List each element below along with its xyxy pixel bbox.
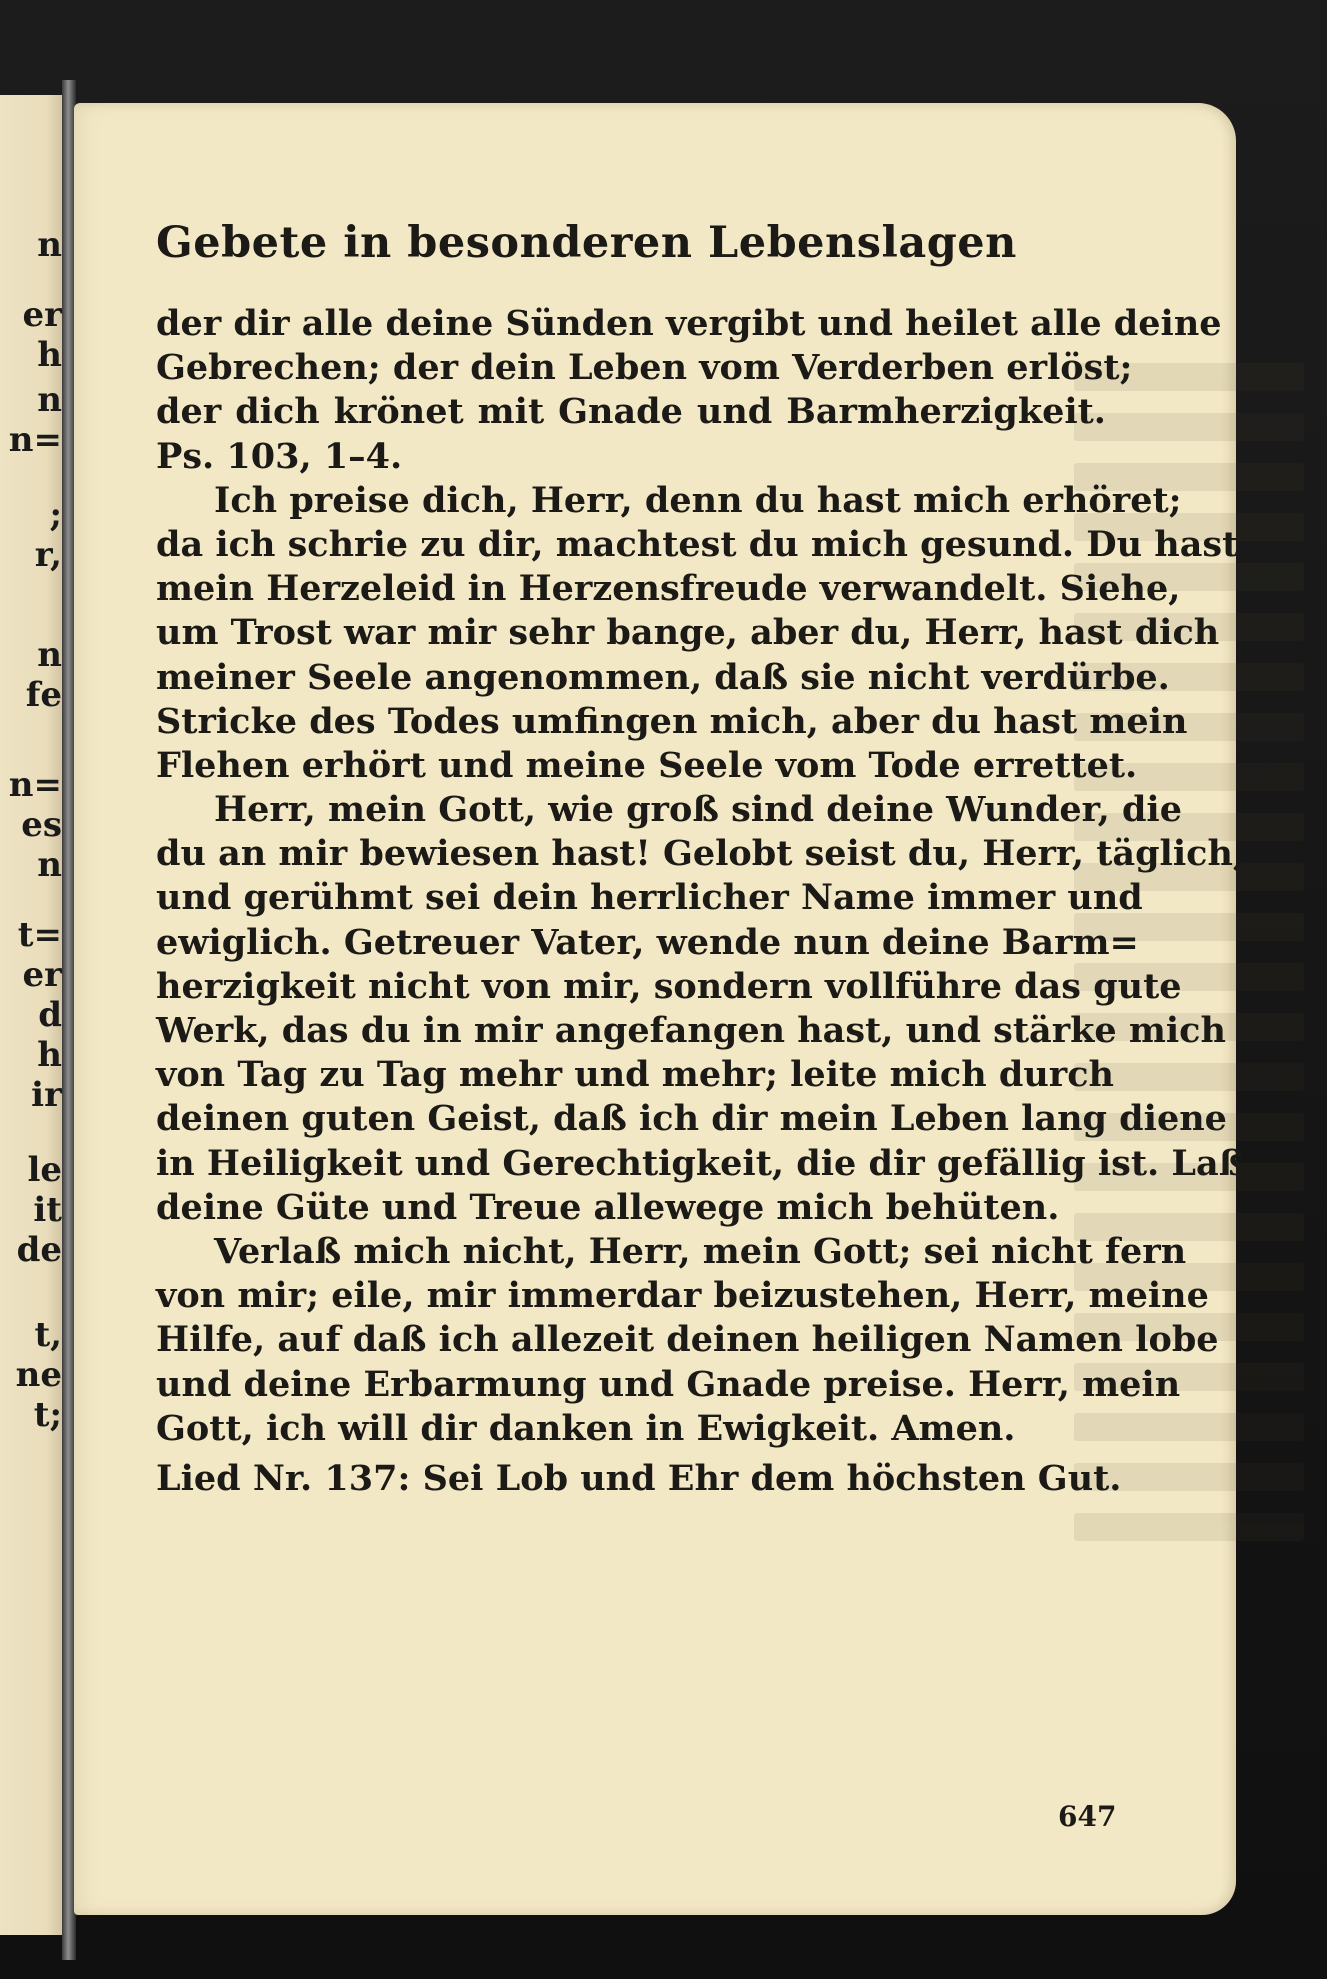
text-line: du an mir bewiesen hast! Gelobt seist du, Herr, täglich, <box>156 833 1246 875</box>
left-page-fragment: es <box>21 805 62 845</box>
left-page-fragment: er <box>22 295 62 335</box>
left-page-text-fragments <box>0 95 66 1935</box>
text-line: von mir; eile, mir immerdar beizustehen, Herr, meine <box>156 1275 1209 1317</box>
left-page-fragment: n <box>37 225 62 265</box>
left-page-fragment: er <box>22 955 62 995</box>
left-page-fragment: ir <box>31 1075 62 1115</box>
text-line: um Trost war mir sehr bange, aber du, Herr, hast dich <box>156 612 1220 654</box>
text-line: in Heiligkeit und Gerechtigkeit, die dir gefällig ist. Laß <box>156 1142 1246 1184</box>
text-line: Verlaß mich nicht, Herr, mein Gott; sei nicht fern <box>214 1230 1187 1272</box>
text-line: und deine Erbarmung und Gnade preise. Herr, mein <box>156 1363 1181 1405</box>
left-page-fragment: le <box>27 1150 62 1190</box>
text-line: der dir alle deine Sünden vergibt und heilet alle deine <box>156 303 1222 344</box>
text-line: meiner Seele angenommen, daß sie nicht verdürbe. <box>156 656 1170 698</box>
text-line: Flehen erhört und meine Seele vom Tode errettet. <box>156 744 1138 786</box>
text-line: mein Herzeleid in Herzensfreude verwandelt. Siehe, <box>156 568 1181 610</box>
left-page-fragment: fe <box>25 675 62 715</box>
text-line: deinen guten Geist, daß ich dir mein Leben lang diene <box>156 1098 1227 1140</box>
left-page-fragment: de <box>16 1230 62 1270</box>
text-line: da ich schrie zu dir, machtest du mich gesund. Du hast <box>156 523 1239 565</box>
text-line: und gerühmt sei dein herrlicher Name immer und <box>156 877 1143 919</box>
prayer-text <box>156 302 1246 1501</box>
page-number: 647 <box>1058 1800 1117 1833</box>
text-line: Ich preise dich, Herr, denn du hast mich erhöret; <box>214 479 1182 521</box>
text-line: Gebrechen; der dein Leben vom Verderben erlöst; <box>156 347 1133 389</box>
left-page-fragment: it <box>33 1190 62 1230</box>
left-page-fragment: h <box>37 1035 62 1075</box>
left-page-fragment: d <box>38 995 62 1035</box>
text-line: deine Güte und Treue allewege mich behüten. <box>156 1186 1060 1228</box>
left-page-edge <box>0 95 66 1935</box>
left-page-fragment: t= <box>17 915 62 955</box>
text-line: der dich krönet mit Gnade und Barmherzigkeit. <box>156 391 1106 433</box>
text-line: Hilfe, auf daß ich allezeit deinen heiligen Namen lobe <box>156 1319 1219 1361</box>
text-line: ewiglich. Getreuer Vater, wende nun deine Barm= <box>156 921 1139 963</box>
left-page-fragment: t; <box>33 1395 62 1435</box>
text-line: Ps. 103, 1–4. <box>156 435 403 477</box>
hymn-reference: Lied Nr. 137: Sei Lob und Ehr dem höchsten Gut. <box>156 1457 1122 1499</box>
text-line: Herr, mein Gott, wie groß sind deine Wunder, die <box>214 789 1182 831</box>
left-page-fragment: ; <box>49 495 62 535</box>
left-page-fragment: ne <box>15 1355 62 1395</box>
left-page-fragment: h <box>37 335 62 375</box>
running-header: Gebete in besonderen Lebenslagen <box>156 218 1017 268</box>
text-line: herzigkeit nicht von mir, sondern vollführe das gute <box>156 965 1182 1007</box>
text-line: Gott, ich will dir danken in Ewigkeit. Amen. <box>156 1407 1016 1449</box>
text-line: Werk, das du in mir angefangen hast, und stärke mich <box>156 1010 1226 1051</box>
left-page-fragment: r, <box>34 535 62 575</box>
left-page-fragment: n= <box>8 420 62 460</box>
left-page-fragment: n <box>37 380 62 420</box>
left-page-fragment: n= <box>8 765 62 805</box>
text-line: von Tag zu Tag mehr und mehr; leite mich durch <box>156 1054 1114 1096</box>
left-page-fragment: n <box>37 635 62 675</box>
text-line: Stricke des Todes umfingen mich, aber du hast mein <box>156 700 1188 742</box>
left-page-fragment: t, <box>34 1315 62 1355</box>
left-page-fragment: n <box>37 845 62 885</box>
